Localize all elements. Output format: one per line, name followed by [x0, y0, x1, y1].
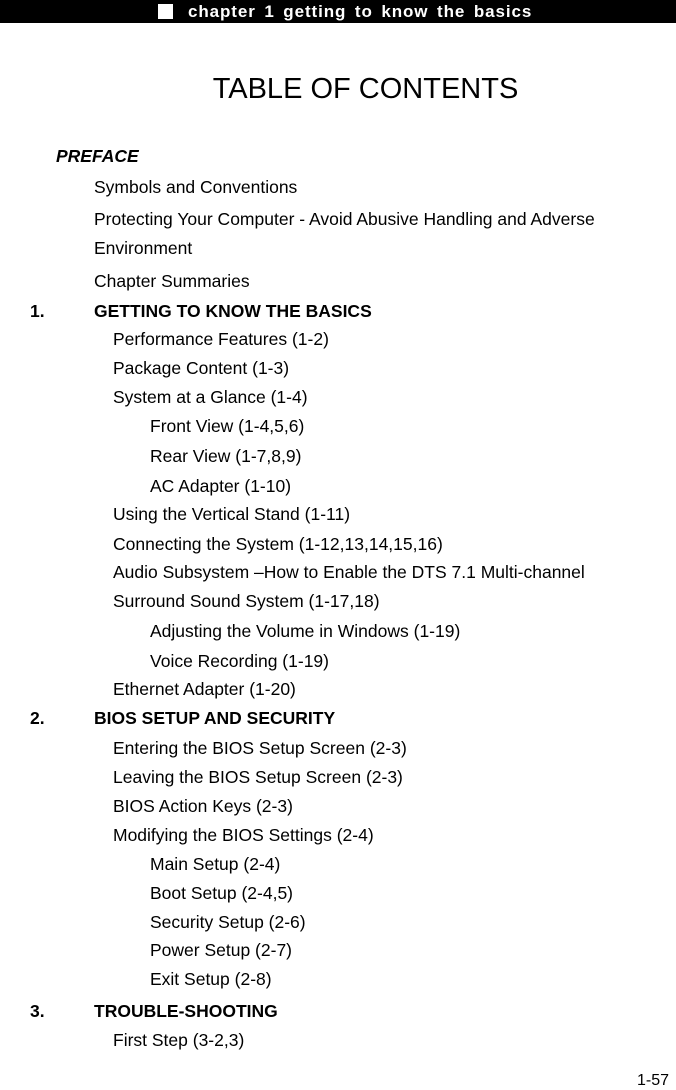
- chapter-number: 1.: [30, 301, 45, 321]
- toc-entry: Entering the BIOS Setup Screen (2-3): [113, 738, 407, 758]
- toc-entry: Modifying the BIOS Settings (2-4): [113, 825, 374, 845]
- preface-heading: PREFACE: [56, 146, 139, 166]
- chapter-heading: GETTING TO KNOW THE BASICS: [94, 301, 372, 321]
- toc-subentry: Voice Recording (1-19): [150, 651, 329, 671]
- toc-subentry: Power Setup (2-7): [150, 940, 293, 960]
- toc-entry: Symbols and Conventions: [94, 177, 298, 197]
- toc-entry: Ethernet Adapter (1-20): [113, 679, 296, 699]
- toc-entry: Using the Vertical Stand (1-11): [113, 504, 351, 524]
- page-title: TABLE OF CONTENTS: [212, 73, 519, 105]
- toc-subentry: Rear View (1-7,8,9): [150, 446, 302, 466]
- toc-entry: Performance Features (1-2): [113, 329, 329, 349]
- toc-entry: Surround Sound System (1-17,18): [113, 591, 380, 611]
- toc-entry: Package Content (1-3): [113, 358, 290, 378]
- toc-entry: Connecting the System (1-12,13,14,15,16): [113, 534, 443, 554]
- toc-subentry: Boot Setup (2-4,5): [150, 883, 293, 903]
- toc-subentry: Front View (1-4,5,6): [150, 416, 305, 436]
- toc-subentry: Main Setup (2-4): [150, 854, 281, 874]
- toc-entry: Environment: [94, 238, 193, 258]
- toc-entry: Protecting Your Computer - Avoid Abusive Handling and Adverse: [94, 209, 595, 229]
- toc-entry: System at a Glance (1-4): [113, 387, 308, 407]
- chapter-number: 3.: [30, 1001, 45, 1021]
- chapter-heading: TROUBLE-SHOOTING: [94, 1001, 278, 1021]
- toc-entry: Leaving the BIOS Setup Screen (2-3): [113, 767, 403, 787]
- page-number: 1-57: [636, 1072, 669, 1089]
- toc-entry: First Step (3-2,3): [113, 1030, 245, 1050]
- chapter-number: 2.: [30, 708, 45, 728]
- toc-subentry: Exit Setup (2-8): [150, 969, 272, 989]
- toc-entry: Audio Subsystem –How to Enable the DTS 7.1 Multi-channel: [113, 562, 585, 582]
- toc-entry: Chapter Summaries: [94, 271, 250, 291]
- running-header-title: chapter 1 getting to know the basics: [188, 2, 533, 21]
- toc-entry: BIOS Action Keys (2-3): [113, 796, 293, 816]
- toc-subentry: Adjusting the Volume in Windows (1-19): [150, 621, 461, 641]
- toc-subentry: AC Adapter (1-10): [150, 476, 292, 496]
- toc-subentry: Security Setup (2-6): [150, 912, 306, 932]
- chapter-heading: BIOS SETUP AND SECURITY: [94, 708, 336, 728]
